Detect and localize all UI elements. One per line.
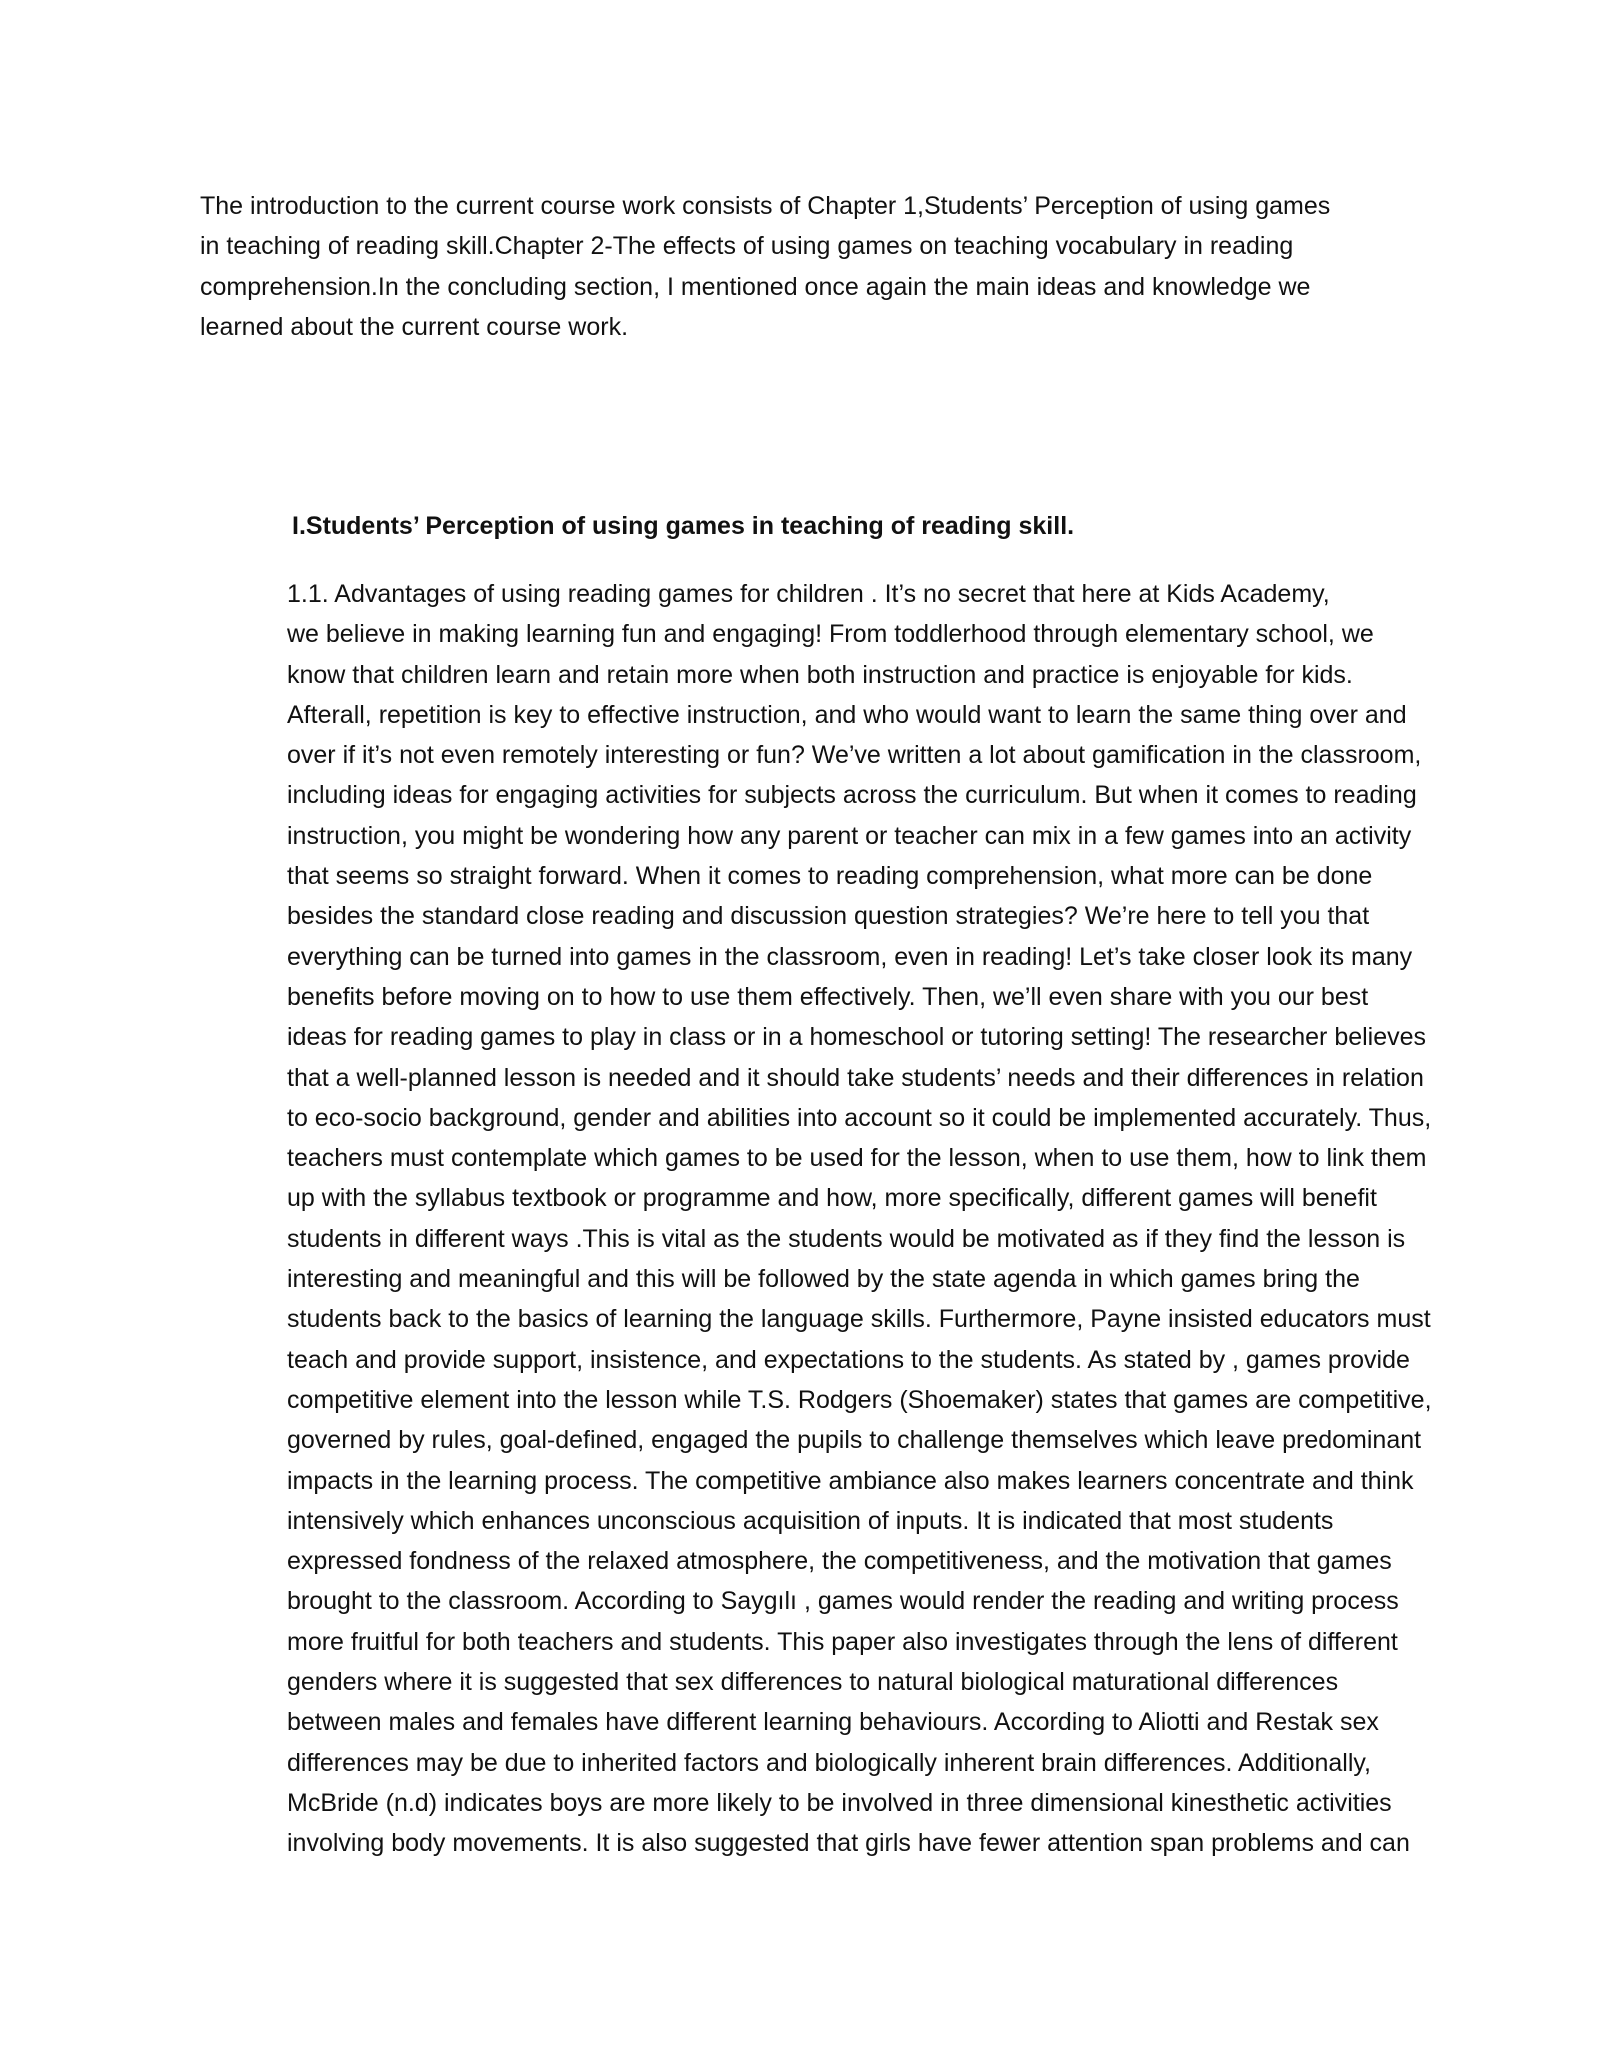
body-line: to eco-socio background, gender and abilities into account so it could be implemented accurately. Thus, (287, 1103, 1432, 1132)
body-line: up with the syllabus textbook or programme and how, more specifically, different games will benefit (287, 1184, 1377, 1213)
body-line: interesting and meaningful and this will be followed by the state agenda in which games bring the (287, 1265, 1360, 1294)
intro-line: comprehension.In the concluding section, I mentioned once again the main ideas and knowledge we (200, 272, 1311, 301)
body-paragraph (189, 574, 1432, 1864)
body-line: impacts in the learning process. The competitive ambiance also makes learners concentrate and think (287, 1466, 1414, 1495)
body-line: benefits before moving on to how to use them effectively. Then, we’ll even share with you our best (287, 982, 1369, 1011)
body-line: expressed fondness of the relaxed atmosphere, the competitiveness, and the motivation that games (287, 1547, 1392, 1576)
body-line: students in different ways .This is vital as the students would be motivated as if they find the lesson is (287, 1224, 1406, 1253)
intro-line: The introduction to the current course work consists of Chapter 1,Students’ Perception of using games (200, 192, 1331, 220)
body-line: Afterall, repetition is key to effective instruction, and who would want to learn the same thing over and (287, 700, 1407, 729)
body-line: over if it’s not even remotely interesting or fun? We’ve written a lot about gamification in the classroom, (287, 741, 1422, 770)
body-line: between males and females have different learning behaviours. According to Aliotti and Restak sex (287, 1708, 1379, 1737)
section-heading: I.Students’ Perception of using games in teaching of reading skill. (292, 512, 1075, 540)
body-line: brought to the classroom. According to Saygılı , games would render the reading and writing process (287, 1587, 1399, 1616)
body-line: genders where it is suggested that sex differences to natural biological maturational differences (287, 1668, 1339, 1697)
body-line: teach and provide support, insistence, and expectations to the students. As stated by , games provide (287, 1345, 1410, 1374)
body-line: everything can be turned into games in the classroom, even in reading! Let’s take closer look its many (287, 942, 1413, 971)
intro-line: learned about the current course work. (200, 312, 629, 341)
body-line: that seems so straight forward. When it comes to reading comprehension, what more can be done (287, 862, 1373, 891)
body-line: competitive element into the lesson while T.S. Rodgers (Shoemaker) states that games are competitive, (287, 1385, 1432, 1414)
body-line: governed by rules, goal-defined, engaged the pupils to challenge themselves which leave predominant (287, 1426, 1422, 1455)
body-line: teachers must contemplate which games to be used for the lesson, when to use them, how to link them (287, 1144, 1427, 1173)
body-line: instruction, you might be wondering how any parent or teacher can mix in a few games into an activity (287, 821, 1412, 850)
body-line: know that children learn and retain more when both instruction and practice is enjoyable for kids. (287, 660, 1353, 689)
body-line: we believe in making learning fun and engaging! From toddlerhood through elementary school, we (287, 620, 1374, 649)
body-line: intensively which enhances unconscious acquisition of inputs. It is indicated that most students (287, 1506, 1334, 1535)
body-line: more fruitful for both teachers and students. This paper also investigates through the lens of different (287, 1627, 1398, 1656)
body-line: students back to the basics of learning the language skills. Furthermore, Payne insisted educators must (287, 1305, 1431, 1334)
intro-paragraph (189, 186, 1414, 347)
body-line: ideas for reading games to play in class or in a homeschool or tutoring setting! The researcher believes (287, 1023, 1427, 1052)
body-line: besides the standard close reading and discussion question strategies? We’re here to tell you that (287, 902, 1370, 931)
body-line: 1.1. Advantages of using reading games for children . It’s no secret that here at Kids Academy, (287, 580, 1330, 608)
body-line: involving body movements. It is also suggested that girls have fewer attention span problems and can (287, 1829, 1410, 1858)
body-line: differences may be due to inherited factors and biologically inherent brain differences. Additionally, (287, 1748, 1371, 1777)
body-line: including ideas for engaging activities for subjects across the curriculum. But when it comes to reading (287, 781, 1417, 810)
body-line: McBride (n.d) indicates boys are more likely to be involved in three dimensional kinesthetic activities (287, 1788, 1392, 1817)
body-line: that a well-planned lesson is needed and it should take students’ needs and their differences in relation (287, 1063, 1424, 1092)
intro-line: in teaching of reading skill.Chapter 2-The effects of using games on teaching vocabulary in reading (200, 232, 1294, 261)
